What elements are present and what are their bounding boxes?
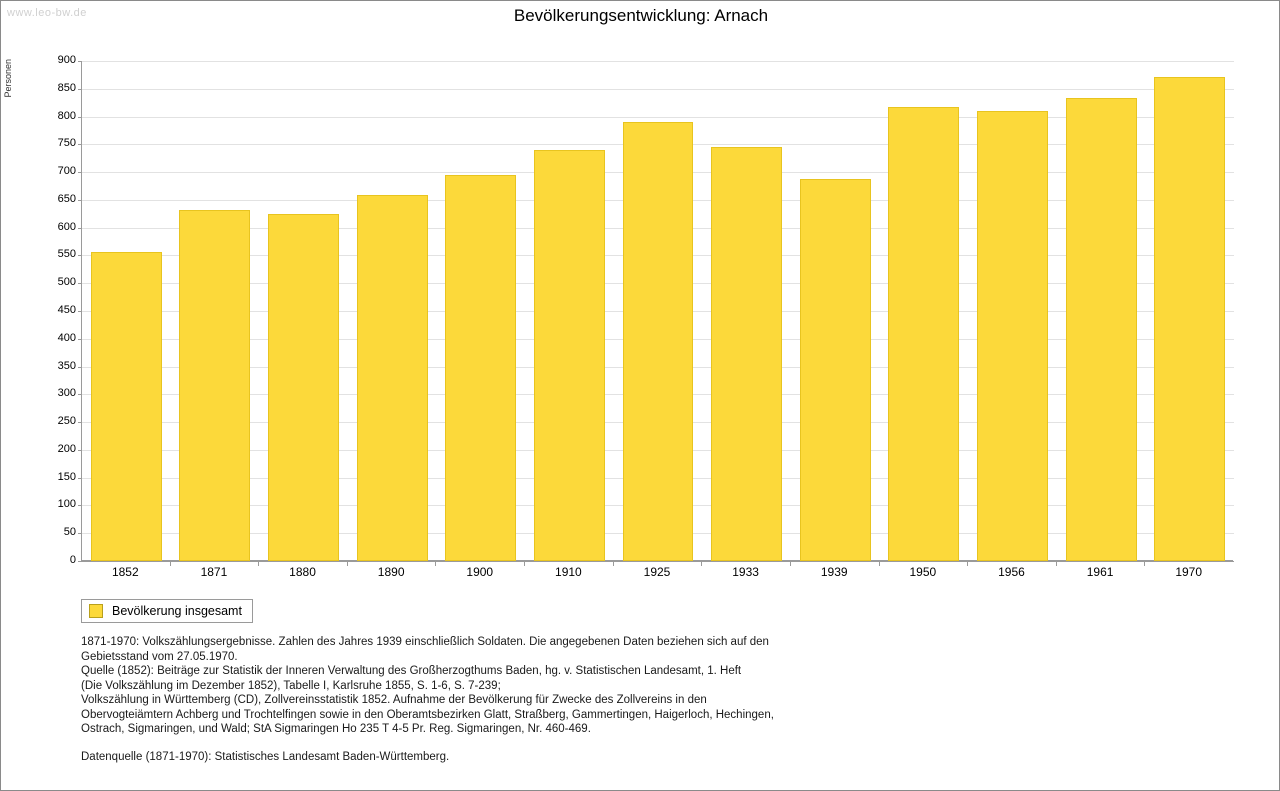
bar[interactable] (1066, 98, 1137, 561)
y-tick-label: 350 (57, 359, 76, 372)
bar[interactable] (888, 107, 959, 561)
chart-legend (81, 599, 253, 623)
x-tick-label: 1871 (200, 565, 228, 579)
bar[interactable] (91, 252, 162, 561)
x-tick-mark (347, 562, 348, 566)
bar[interactable] (711, 147, 782, 561)
footnotes (81, 635, 1211, 764)
x-tick-label: 1910 (555, 565, 582, 579)
footnote-line: 1871-1970: Volkszählungsergebnisse. Zahlen des Jahres 1939 einschließlich Soldaten. Die angegebenen Daten beziehen sich auf den (81, 636, 769, 648)
y-tick-label: 700 (57, 165, 76, 178)
bar-slot (436, 61, 525, 561)
bar[interactable] (445, 175, 516, 561)
x-tick-mark (524, 562, 525, 566)
y-tick-label: 250 (57, 415, 76, 428)
y-tick-label: 750 (57, 137, 76, 150)
bar[interactable] (357, 195, 428, 561)
bar[interactable] (977, 111, 1048, 561)
y-tick-label: 600 (57, 220, 76, 233)
bar-slot (259, 61, 348, 561)
y-tick-label: 900 (57, 54, 76, 66)
bar[interactable] (179, 210, 250, 561)
x-tick-mark (790, 562, 791, 566)
y-tick-label: 850 (57, 81, 76, 94)
y-tick-label: 650 (57, 192, 76, 205)
x-tick-label: 1956 (998, 565, 1025, 579)
y-tick-label: 800 (57, 109, 76, 122)
plot-area (57, 54, 1233, 566)
page-title: Bevölkerungsentwicklung: Arnach (513, 6, 769, 25)
x-tick-label: 1950 (909, 565, 937, 579)
bar[interactable] (800, 179, 871, 561)
y-tick-label: 450 (57, 304, 76, 316)
y-tick-label: 0 (69, 554, 76, 566)
bar[interactable] (534, 150, 605, 561)
bar-slot (1145, 61, 1234, 561)
x-tick-mark (613, 562, 614, 566)
y-tick-label: 500 (57, 276, 76, 289)
x-tick-label: 1900 (466, 565, 494, 579)
x-tick-label: 1939 (820, 565, 848, 579)
bar-slot (82, 61, 171, 561)
x-axis-ticks (81, 562, 1233, 586)
bar-slot (791, 61, 880, 561)
bar-slot (348, 61, 437, 561)
x-tick-mark (258, 562, 259, 566)
bar-slot (968, 61, 1057, 561)
y-tick-label: 550 (57, 248, 76, 261)
bar-series (82, 61, 1234, 561)
footnote-line: Obervogteiämtern Achberg und Trochtelfingen sowie in den Oberamtsbezirken Glatt, Straßberg, Gammertingen, Haigerloch, Hechingen, (81, 708, 774, 721)
x-tick-label: 1852 (111, 565, 139, 579)
footnote-line: Gebietsstand vom 27.05.1970. (81, 650, 238, 663)
x-tick-mark (170, 562, 171, 566)
y-tick-label: 300 (57, 387, 76, 400)
footnote-line: Quelle (1852): Beiträge zur Statistik der Inneren Verwaltung des Großherzogthums Baden, hg. v. Statistischen Landesamt, 1. Heft (81, 665, 742, 677)
bar-slot (880, 61, 969, 561)
y-tick-label: 150 (57, 470, 76, 483)
y-tick-label: 50 (63, 526, 76, 539)
bar-slot (702, 61, 791, 561)
watermark: www.leo-bw.de (7, 7, 87, 19)
x-tick-label: 1880 (289, 565, 316, 579)
y-tick-label: 100 (57, 498, 76, 511)
bar-slot (171, 61, 260, 561)
bar-slot (1057, 61, 1146, 561)
y-tick-label: 400 (57, 331, 76, 344)
x-tick-label: 1961 (1086, 565, 1114, 579)
x-tick-mark (879, 562, 880, 566)
bar-slot (525, 61, 614, 561)
x-tick-label: 1933 (732, 565, 759, 579)
x-tick-mark (701, 562, 702, 566)
legend-label: Bevölkerung insgesamt (112, 604, 242, 618)
x-tick-mark (1144, 562, 1145, 566)
footnote-line: Ostrach, Sigmaringen, und Wald; StA Sigmaringen Ho 235 T 4-5 Pr. Reg. Sigmaringen, Nr. 460-469. (81, 723, 591, 735)
x-tick-label: 1890 (377, 565, 405, 579)
bar[interactable] (623, 122, 694, 561)
y-tick-label: 200 (57, 442, 76, 455)
x-tick-mark (435, 562, 436, 566)
y-axis-label: Personen (3, 59, 13, 98)
x-tick-mark (967, 562, 968, 566)
bar[interactable] (268, 214, 339, 561)
datasource-note: Datenquelle (1871-1970): Statistisches Landesamt Baden-Württemberg. (81, 750, 450, 763)
x-tick-label: 1925 (643, 565, 671, 579)
legend-swatch-icon (89, 604, 103, 618)
footnote-line: Volkszählung in Württemberg (CD), Zollvereinsstatistik 1852. Aufnahme der Bevölkerung für Zwecke des Zollvereins in den (81, 694, 707, 706)
bar[interactable] (1154, 77, 1225, 561)
x-tick-label: 1970 (1175, 565, 1203, 579)
x-tick-mark (1056, 562, 1057, 566)
footnote-line: (Die Volkszählung im Dezember 1852), Tabelle I, Karlsruhe 1855, S. 1-6, S. 7-239; (81, 679, 501, 692)
bar-slot (614, 61, 703, 561)
